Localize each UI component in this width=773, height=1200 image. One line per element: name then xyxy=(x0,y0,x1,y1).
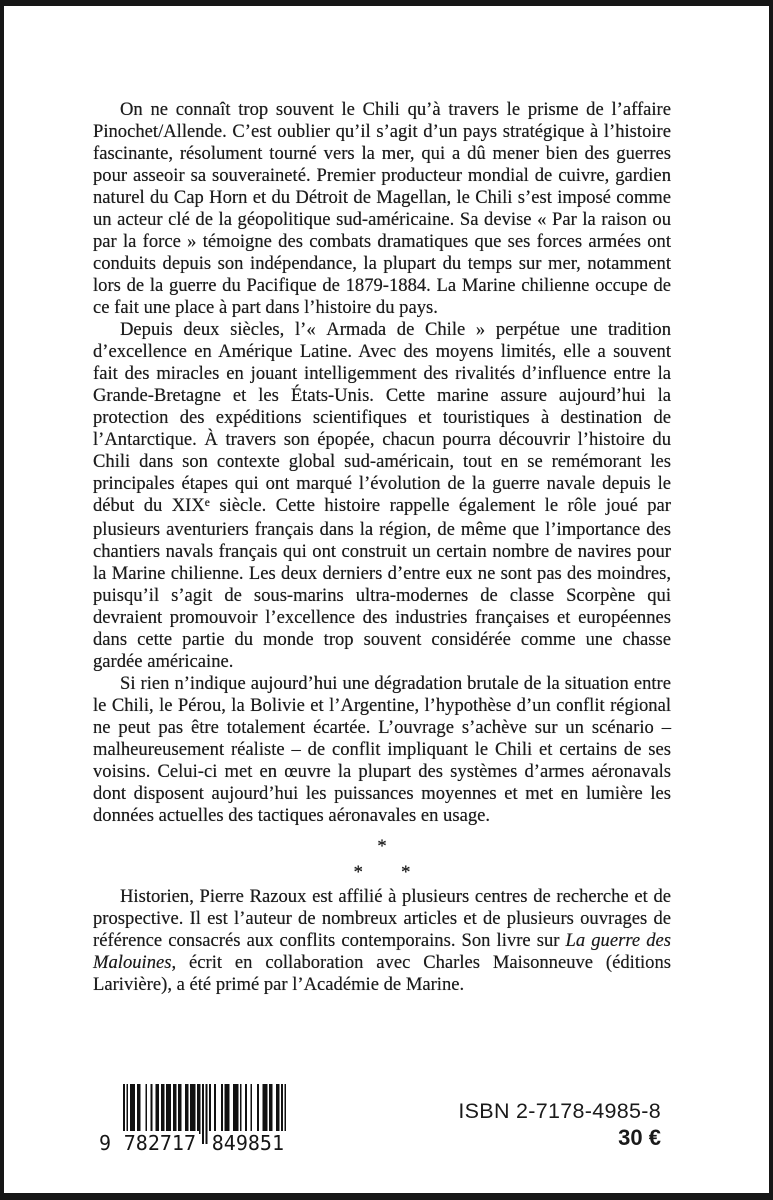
isbn-block xyxy=(458,1098,661,1151)
barcode xyxy=(99,1084,287,1155)
asterisk-bottom-left: * xyxy=(353,862,363,883)
asterisk-top: * xyxy=(377,836,387,857)
barcode-digits xyxy=(99,1131,287,1155)
author-bio: Historien, Pierre Razoux est affilié à plusieurs centres de recherche et de prospective. Il est l’auteur de nombreux articles et de plusieurs ouvrages de référence consacrés aux conflits contemporains. Son livre sur La guerre des Malouines, écrit en collaboration avec Charles Maisonneuve (éditions Larivière), a été primé par l’Académie de Marine. xyxy=(93,886,671,995)
synopsis-paragraph-1: On ne connaît trop souvent le Chili qu’à travers le prisme de l’affaire Pinochet/Allende. C’est oublier qu’il s’agit d’un pays stratégique à l’histoire fascinante, résolument tourné vers la mer, qui a dû mener bien des guerres pour asseoir sa souveraineté. Premier producteur mondial de cuivre, gardien naturel du Cap Horn et du Détroit de Magellan, le Chili s’est imposé comme un acteur clé de la géopolitique sud-américaine. Sa devise « Par la raison ou par la force » témoigne des combats dramatiques que ses forces armées ont conduits depuis son indépendance, la plupart du temps sur mer, notamment lors de la guerre du Pacifique de 1879-1884. La Marine chilienne occupe de ce fait une place à part dans l’histoire du pays. xyxy=(93,99,671,318)
synopsis xyxy=(93,99,671,996)
isbn-number: ISBN 2-7178-4985-8 xyxy=(458,1099,661,1123)
barcode-digit-lead: 9 xyxy=(99,1131,112,1155)
barcode-digit-group-right: 849851 xyxy=(209,1131,287,1155)
asterisk-row xyxy=(93,860,671,886)
price: 30 € xyxy=(618,1125,661,1150)
asterisk-bottom-right: * xyxy=(401,862,411,883)
barcode-digit-group-left: 782717 xyxy=(121,1131,199,1155)
footer xyxy=(99,1084,661,1155)
asterism-separator xyxy=(93,834,671,886)
synopsis-paragraph-3: Si rien n’indique aujourd’hui une dégradation brutale de la situation entre le Chili, le Pérou, la Bolivie et l’Argentine, l’hypothèse d’un conflit régional ne peut pas être totalement écartée. L’ouvrage s’achève sur un scénario – malheureusement réaliste – de conflit impliquant le Chili et certains de ses voisins. Celui-ci met en œuvre la plupart des systèmes d’armes aéronavals dont disposent aujourd’hui les puissances moyennes et met en lumière les données actuelles des tactiques aéronavales en usage. xyxy=(93,673,671,826)
synopsis-paragraph-2: Depuis deux siècles, l’« Armada de Chile » perpétue une tradition d’excellence en Amérique Latine. Avec des moyens limités, elle a souvent fait des miracles en jouant intelligemment des rivalités d’influence entre la Grande-Bretagne et les États-Unis. Cette marine assure aujourd’hui la protection des expéditions scientifiques et touristiques à destination de l’Antarctique. À travers son épopée, chacun pourra découvrir l’histoire du Chili dans son contexte global sud-américain, tout en se remémorant les principales étapes qui ont marqué l’évolution de la guerre navale depuis le début du XIXe siècle. Cette histoire rappelle également le rôle joué par plusieurs aventuriers français dans la région, de même que l’importance des chantiers navals français qui ont construit un certain nombre de navires pour la Marine chilienne. Les deux derniers d’entre eux ne sont pas des moindres, puisqu’il s’agit de sous-marins ultra-modernes de classe Scorpène qui devraient promouvoir l’excellence des industries françaises et européennes dans cette partie du monde trop souvent considérée comme une chasse gardée américaine. xyxy=(93,319,672,672)
